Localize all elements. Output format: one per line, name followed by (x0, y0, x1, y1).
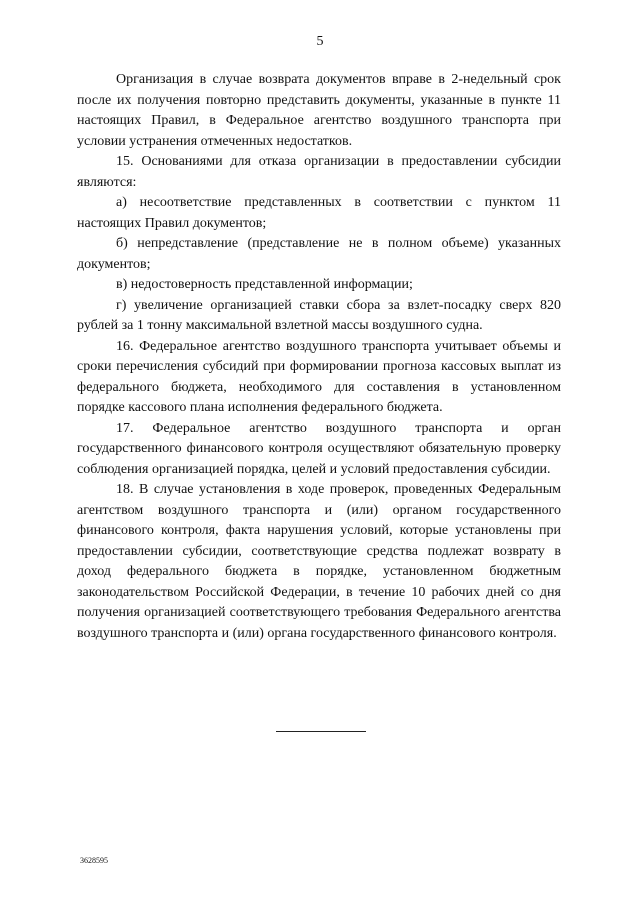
paragraph-15c: в) недостоверность представленной информации; (116, 277, 413, 292)
paragraph-17: 17. Федеральное агентство воздушного транспорта и орган государственного финансового контроля осуществляют обязательную проверку соблюдения организацией порядка, целей и условий предоставления субсидии. (77, 420, 561, 477)
paragraph-15-refusal-grounds: 15. Основаниями для отказа организации в предоставлении субсидии являются: (77, 154, 561, 190)
paragraph-15a: а) несоответствие представленных в соответствии с пунктом 11 настоящих Правил документов; (77, 195, 561, 231)
end-of-document-rule (276, 731, 366, 732)
paragraph-15d: г) увеличение организацией ставки сбора за взлет-посадку сверх 820 рублей за 1 тонну максимальной взлетной массы воздушного судна. (77, 297, 561, 333)
page-number: 5 (316, 34, 324, 49)
document-code: 3628595 (80, 856, 108, 865)
paragraph-16: 16. Федеральное агентство воздушного транспорта учитывает объемы и сроки перечисления субсидий при формировании прогноза кассовых выплат из федерального бюджета, необходимого для составления в установленном порядке кассового плана исполнения федерального бюджета. (77, 338, 561, 415)
document-body (77, 70, 561, 644)
paragraph-resubmission: Организация в случае возврата документов вправе в 2-недельный срок после их получения повторно представить документы, указанные в пункте 11 настоящих Правил, в Федеральное агентство воздушного транспорта при условии устранения отмеченных недостатков. (77, 72, 561, 149)
paragraph-18: 18. В случае установления в ходе проверок, проведенных Федеральным агентством воздушного транспорта и (или) органом государственного финансового контроля, факта нарушения условий, которые установлены при предоставлении субсидии, соответствующие средства подлежат возврату в доход федерального бюджета в порядке, установленном бюджетным законодательством Российской Федерации, в течение 10 рабочих дней со дня получения организацией соответствующего требования Федерального агентства воздушного транспорта и (или) органа государственного финансового контроля. (77, 482, 561, 641)
paragraph-15b: б) непредставление (представление не в полном объеме) указанных документов; (77, 236, 561, 272)
